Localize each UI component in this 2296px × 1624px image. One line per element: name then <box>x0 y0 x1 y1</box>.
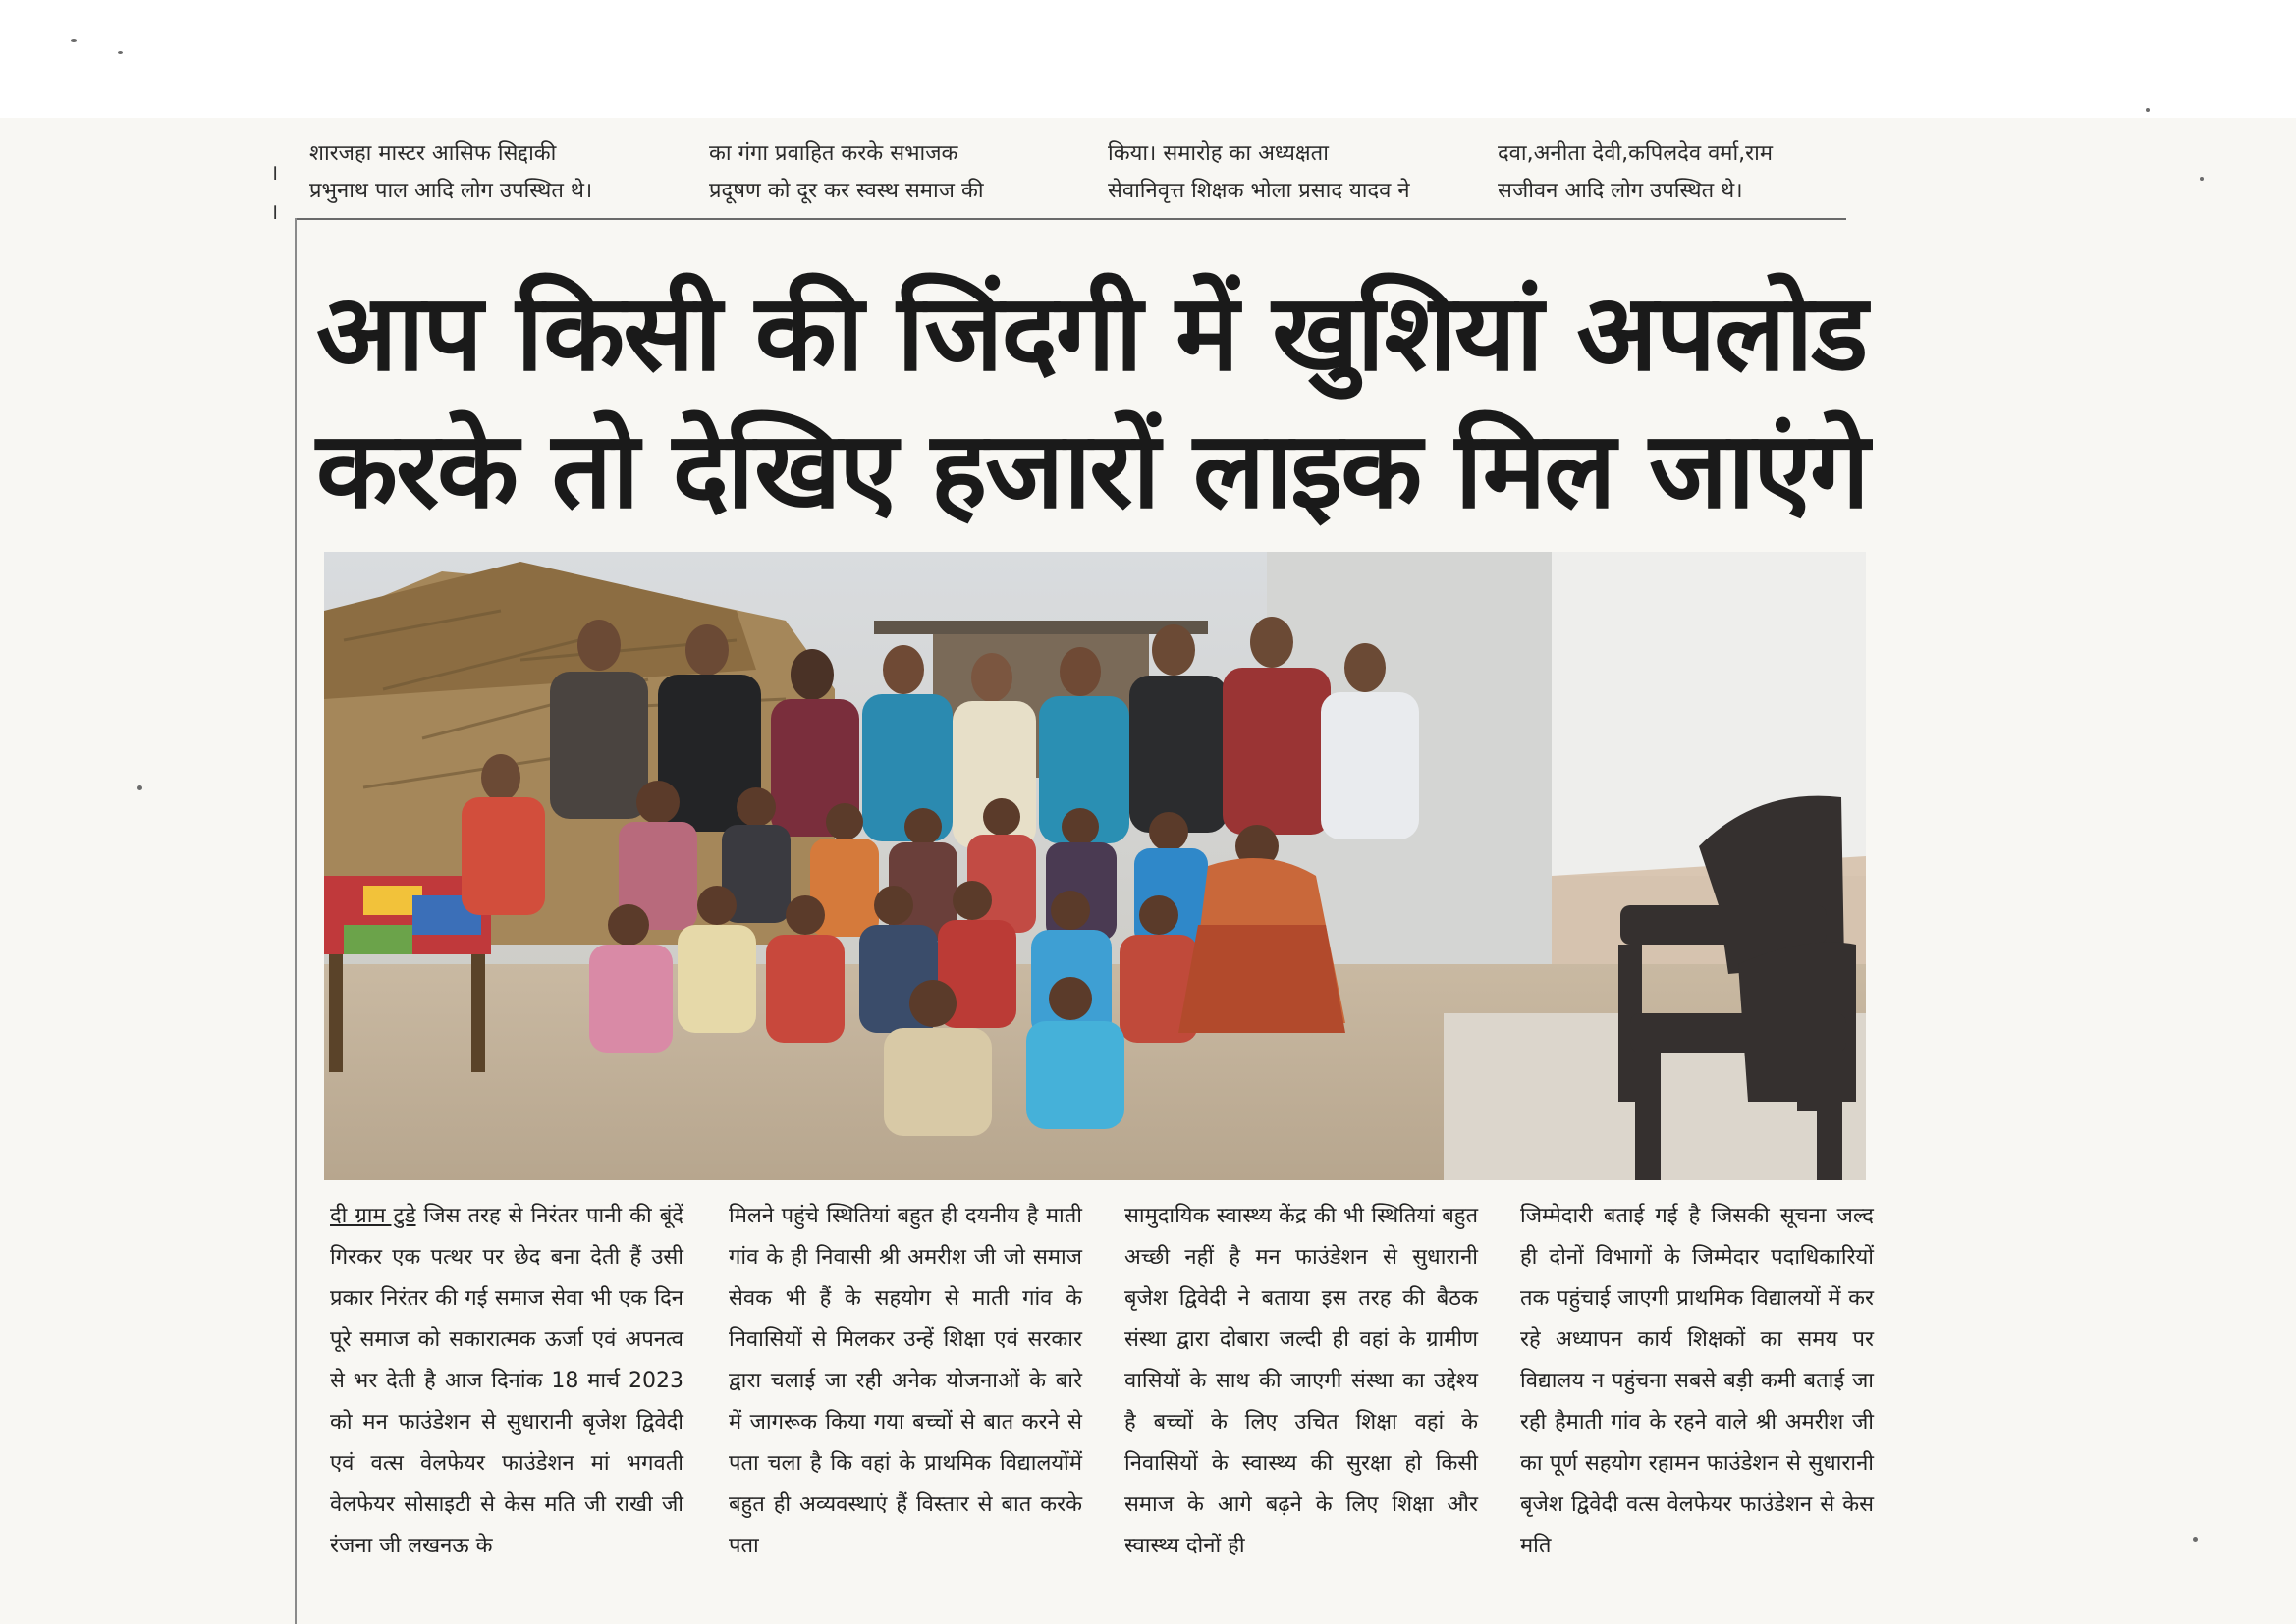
article-text-1: जिस तरह से निरंतर पानी की बूंदें गिरकर एक पत्थर पर छेद बना देती हैं उसी प्रकार निरंतर की गई समाज सेवा भी एक दिन पूरे समाज को सकारात्मक ऊर्जा एवं अपनत्व से भर देती है आज दिनांक 18 मार्च 2023 को मन फाउंडेशन से सुधारानी बृजेश द्विवेदी एवं वत्स वेलफेयर फाउंडेशन मां भगवती वेलफेयर सोसाइटी से केस मति जी राखी जी रंजना जी लखनऊ के <box>330 1204 683 1558</box>
headline-line-1: आप किसी की जिंदगी में खुशियां अपलोड <box>316 272 1867 395</box>
previous-story-column-3: किया। समारोह का अध्यक्षता सेवानिवृत्त शिक्षक भोला प्रसाद यादव ने <box>1108 141 1410 203</box>
article-column-1 <box>330 1196 683 1567</box>
article-text-2: मिलने पहुंचे स्थितियां बहुत ही दयनीय है माती गांव के ही निवासी श्री अमरीश जी जो समाज सेवक भी हैं के सहयोग से माती गांव के निवासियों से मिलकर उन्हें शिक्षा एवं सरकार द्वारा चलाई जा रही अनेक योजनाओं के बारे में जागरूक किया गया बच्चों से बात करने से पता चला है कि वहां के प्राथमिक विद्यालयोंमें बहुत ही अव्यवस्थाएं हैं विस्तार से बात करके पता <box>729 1204 1082 1558</box>
dateline: दी ग्राम टुडे <box>330 1204 416 1228</box>
article-column-3 <box>1124 1196 1478 1567</box>
group-photo <box>324 552 1866 1180</box>
scan-speck <box>118 51 123 54</box>
scan-speck <box>2146 108 2150 112</box>
column-marker: । <box>270 200 279 225</box>
previous-story-column-2: का गंगा प्रवाहित करके सभाजक प्रदूषण को दूर कर स्वस्थ समाज की <box>709 141 984 203</box>
article-column-4 <box>1520 1196 1874 1567</box>
headline <box>316 265 1868 540</box>
previous-story-column-1: शारजहा मास्टर आसिफ सिद्दाकी प्रभुनाथ पाल आदि लोग उपस्थित थे। <box>309 141 593 203</box>
scan-margin <box>0 0 2296 128</box>
headline-line-2: करके तो देखिए हजारों लाइक मिल जाएंगे <box>316 409 1868 532</box>
article-text-3: सामुदायिक स्वास्थ्य केंद्र की भी स्थितियां बहुत अच्छी नहीं है मन फाउंडेशन से सुधारानी बृजेश द्विवेदी ने बताया इस तरह की बैठक संस्था द्वारा दोबारा जल्दी ही वहां के ग्रामीण वासियों के साथ की जाएगी संस्था का उद्देश्य है बच्चों के लिए उचित शिक्षा वहां के निवासियों के स्वास्थ्य की सुरक्षा हो किसी समाज के आगे बढ़ने के लिए शिक्षा और स्वास्थ्य दोनों ही <box>1124 1204 1478 1558</box>
article-text-4: जिम्मेदारी बताई गई है जिसकी सूचना जल्द ही दोनों विभागों के जिम्मेदार पदाधिकारियों तक पहुंचाई जाएगी प्राथमिक विद्यालयों में कर रहे अध्यापन कार्य शिक्षकों का समय पर विद्यालय न पहुंचना सबसे बड़ी कमी बताई जा रही हैमाती गांव के रहने वाले श्री अमरीश जी का पूर्ण सहयोग रहामन फाउंडेशन से सुधारानी बृजेश द्विवेदी वत्स वेलफेयर फाउंडेशन से केस मति <box>1520 1204 1874 1558</box>
article-column-2 <box>729 1196 1082 1567</box>
column-rule <box>295 218 297 1624</box>
scan-speck <box>71 39 77 42</box>
previous-story-column-4: दवा,अनीता देवी,कपिलदेव वर्मा,राम सजीवन आदि लोग उपस्थित थे। <box>1498 141 1774 203</box>
scan-speck <box>137 785 142 790</box>
scan-speck <box>2200 177 2204 181</box>
column-rule <box>295 218 1846 220</box>
scan-speck <box>2193 1537 2198 1542</box>
group-photo-illustration <box>324 552 1866 1180</box>
column-marker: । <box>270 161 279 186</box>
